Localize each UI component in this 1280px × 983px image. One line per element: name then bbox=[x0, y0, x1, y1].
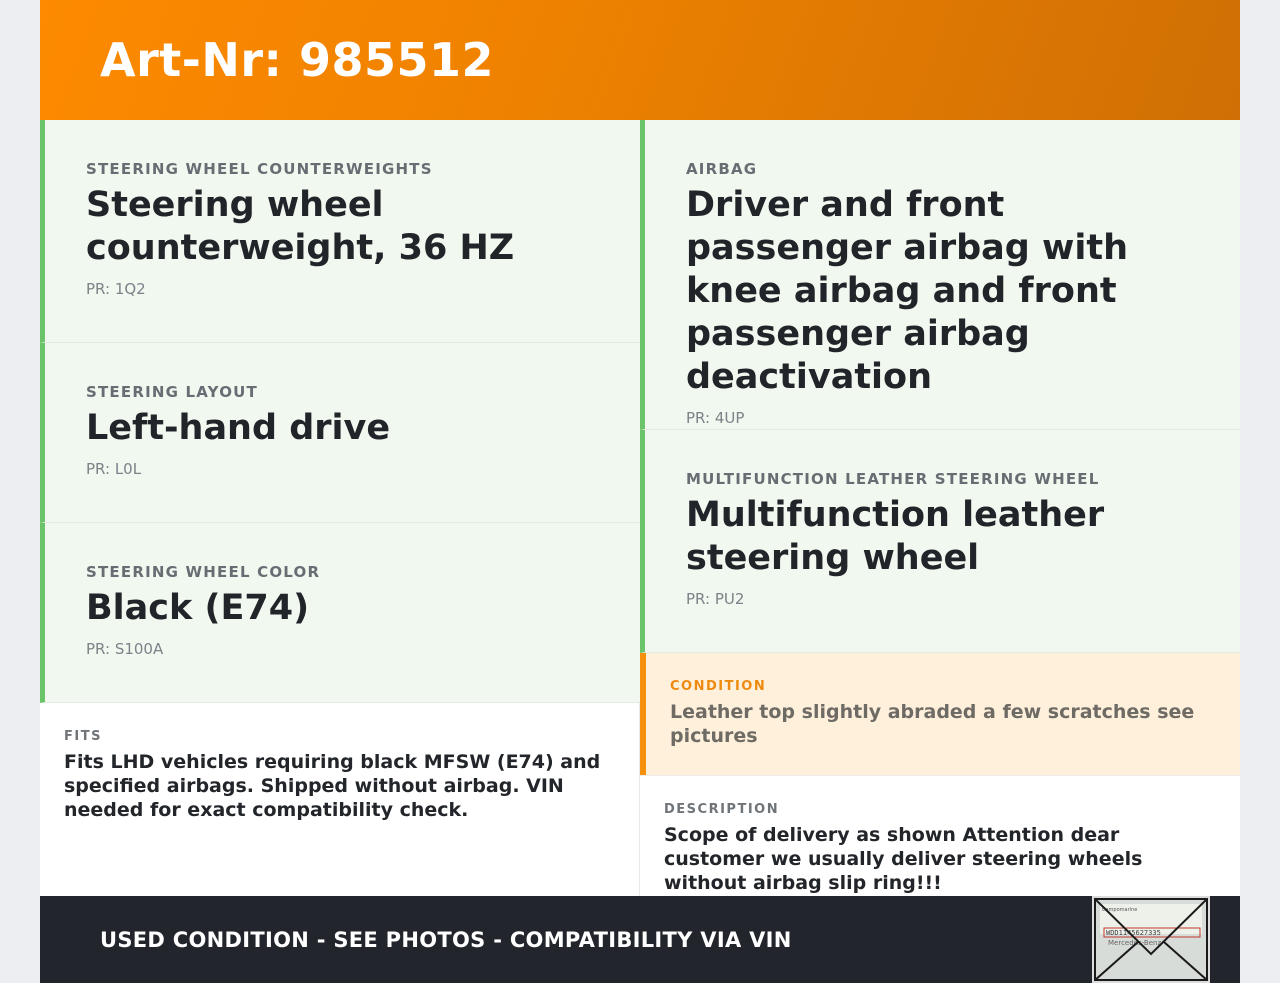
description-section bbox=[640, 775, 1240, 896]
spec-value: Left-hand drive bbox=[86, 408, 391, 448]
description-text: Scope of delivery as shown Attention dear customer we usually deliver steering wheels without airbag slip ring!!! bbox=[664, 824, 1143, 894]
right-column bbox=[640, 120, 1240, 896]
header-bar bbox=[40, 0, 1240, 120]
spec-pr-code: PR: 4UP bbox=[686, 409, 745, 427]
spec-grid bbox=[40, 120, 1240, 896]
spec-card-steering-color bbox=[40, 523, 640, 703]
spec-category: MULTIFUNCTION LEATHER STEERING WHEEL bbox=[686, 470, 1100, 488]
product-sheet bbox=[40, 0, 1240, 983]
product-photo-thumbnail[interactable] bbox=[1092, 896, 1210, 983]
spec-pr-code: PR: 1Q2 bbox=[86, 280, 146, 298]
spec-pr-code: PR: L0L bbox=[86, 460, 142, 478]
label-photo-image bbox=[1094, 898, 1208, 981]
svg-text:Campomarine: Campomarine bbox=[1102, 907, 1138, 913]
article-number-title: Art-Nr: 985512 bbox=[100, 33, 495, 87]
footer-text: USED CONDITION - SEE PHOTOS - COMPATIBILITY VIA VIN bbox=[100, 927, 792, 952]
footer-bar bbox=[40, 896, 1240, 983]
spec-pr-code: PR: S100A bbox=[86, 640, 164, 658]
description-label: DESCRIPTION bbox=[664, 802, 780, 817]
spec-category: STEERING LAYOUT bbox=[86, 383, 258, 401]
fits-section bbox=[40, 703, 640, 896]
spec-card-counterweights bbox=[40, 120, 640, 343]
spec-category: STEERING WHEEL COUNTERWEIGHTS bbox=[86, 160, 433, 178]
spec-value: Black (E74) bbox=[86, 588, 310, 628]
spec-value: Multifunction leather steering wheel bbox=[686, 495, 1105, 578]
spec-category: AIRBAG bbox=[686, 160, 758, 178]
fits-label: FITS bbox=[64, 729, 102, 744]
condition-text: Leather top slightly abraded a few scratches see pictures bbox=[670, 701, 1195, 747]
spec-card-airbag bbox=[640, 120, 1240, 430]
svg-text:WDD1145627335: WDD1145627335 bbox=[1106, 929, 1161, 937]
spec-card-steering-layout bbox=[40, 343, 640, 523]
condition-label: CONDITION bbox=[670, 679, 767, 694]
svg-text:Mercedes-Benz: Mercedes-Benz bbox=[1108, 939, 1162, 947]
spec-pr-code: PR: PU2 bbox=[686, 590, 745, 608]
spec-value: Driver and front passenger airbag with knee airbag and front passenger airbag deactivation bbox=[686, 185, 1128, 397]
spec-category: STEERING WHEEL COLOR bbox=[86, 563, 321, 581]
spec-value: Steering wheel counterweight, 36 HZ bbox=[86, 185, 515, 268]
left-column bbox=[40, 120, 640, 896]
condition-section bbox=[640, 653, 1240, 775]
fits-text: Fits LHD vehicles requiring black MFSW (E74) and specified airbags. Shipped without airbag. VIN needed for exact compatibility check. bbox=[64, 751, 601, 821]
spec-card-mfsw bbox=[640, 430, 1240, 653]
